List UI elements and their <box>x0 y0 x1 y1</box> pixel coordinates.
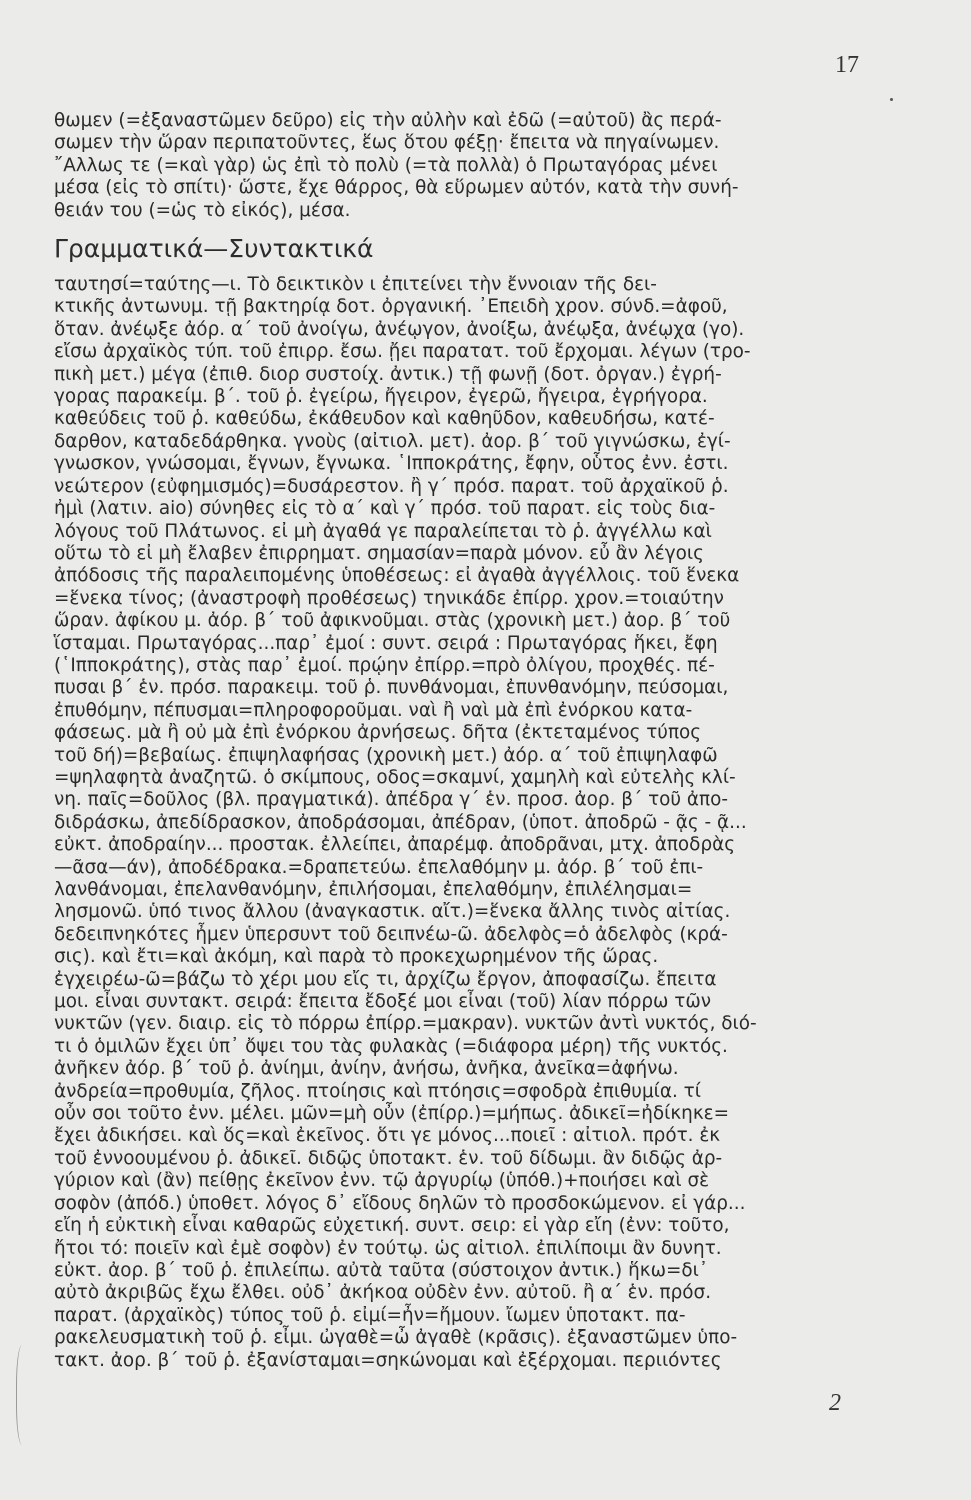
glossary-line: εἴσω ἀρχαϊκὸς τύπ. τοῦ ἐπιρρ. ἔσω. ᾔει παρατατ. τοῦ ἔρχομαι. λέγων (τρο- <box>54 341 751 363</box>
glossary-line: ἀνδρεία=προθυμία, ζῆλος. πτοίησις καὶ πτόησις=σφοδρὰ ἐπιθυμία. τί <box>54 1080 701 1102</box>
glossary-line: διδράσκω, ἀπεδίδρασκον, ἀποδράσομαι, ἀπέδραν, (ὑποτ. ἀποδρῶ - ᾷς - ᾷ... <box>54 811 747 833</box>
glossary-line: ἤτοι τό: ποιεῖν καὶ ἐμὲ σοφὸν) ἐν τούτῳ. ὡς αἰτιολ. ἐπιλίποιμι ἂν δυνητ. <box>54 1237 722 1259</box>
glossary-body <box>54 274 862 1372</box>
glossary-line: ἔχει ἀδικήσει. καὶ ὅς=καὶ ἐκεῖνος. ὅτι γε μόνος...ποιεῖ : αἰτιολ. πρότ. ἐκ <box>54 1125 721 1147</box>
glossary-line: λανθάνομαι, ἐπελανθανόμην, ἐπιλήσομαι, ἐπελαθόμην, ἐπιλέλησμαι= <box>54 879 693 900</box>
glossary-line: γύριον καὶ (ἂν) πείθῃς ἐκεῖνον ἐνν. τῷ ἀργυρίῳ (ὑπόθ.)+ποιήσει καὶ σὲ <box>54 1170 710 1192</box>
glossary-line: νεώτερον (εὐφημισμός)=δυσάρεστον. ἢ γ΄ πρόσ. παρατ. τοῦ ἀρχαϊκοῦ ῥ. <box>54 475 729 497</box>
glossary-line: —ᾶσα—άν), ἀποδέδρακα.=δραπετεύω. ἐπελαθόμην μ. ἀόρ. β΄ τοῦ ἐπι- <box>54 856 704 878</box>
glossary-line: σοφὸν (ἀπόδ.) ὑποθετ. λόγος δ᾽ εἴδους δηλῶν τὸ προσδοκώμενον. εἰ γάρ... <box>54 1192 746 1214</box>
page-text <box>54 110 862 1372</box>
signature-mark: 2 <box>829 1390 841 1416</box>
glossary-line: ταυτησί=ταύτης—ι. Τὸ δεικτικὸν ι ἐπιτείνει τὴν ἔννοιαν τῆς δει- <box>54 274 657 296</box>
glossary-line: τοῦ ἐννοουμένου ῥ. ἀδικεῖ. διδῷς ὑποτακτ. ἑν. τοῦ δίδωμι. ἂν διδῷς ἀρ- <box>54 1147 723 1169</box>
intro-line: θειάν του (=ὡς τὸ εἰκός), μέσα. <box>54 199 351 221</box>
glossary-line: τακτ. ἀορ. β΄ τοῦ ῥ. ἐξανίσταμαι=σηκώνομαι καὶ ἐξέρχομαι. περιιόντες <box>54 1349 722 1371</box>
glossary-line: ὅταν. ἀνέῳξε ἀόρ. α΄ τοῦ ἀνοίγω, ἀνέῳγον, ἀνοίξω, ἀνέῳξα, ἀνέῳχα (γο). <box>54 318 745 340</box>
glossary-line: εὐκτ. ἀποδραίην... προστακ. ἐλλείπει, ἀπαρέμφ. ἀποδρᾶναι, μτχ. ἀποδρὰς <box>54 834 736 856</box>
margin-bracket <box>16 1345 31 1445</box>
glossary-line: τοῦ δή)=βεβαίως. ἐπιψηλαφήσας (χρονικὴ μετ.) ἀόρ. α΄ τοῦ ἐπιψηλαφῶ <box>54 744 718 766</box>
glossary-line: (῾Ιπποκράτης), στὰς παρ᾽ ἐμοί. πρῴην ἐπίρρ.=πρὸ ὀλίγου, προχθές. πέ- <box>54 654 715 676</box>
glossary-line: νυκτῶν (γεν. διαιρ. εἰς τὸ πόρρω ἐπίρρ.=μακραν). νυκτῶν ἀντὶ νυκτός, διό- <box>54 1013 757 1035</box>
glossary-line: σις). καὶ ἔτι=καὶ ἀκόμη, καὶ παρὰ τὸ προκεχωρημένον τῆς ὥρας. <box>54 946 659 968</box>
glossary-line: οὖν σοι τοῦτο ἐνν. μέλει. μῶν=μὴ οὖν (ἐπίρρ.)=μήπως. ἀδικεῖ=ἠδίκηκε= <box>54 1103 730 1125</box>
glossary-line: ἐγχειρέω-ῶ=βάζω τὸ χέρι μου εἴς τι, ἀρχίζω ἔργον, ἀποφασίζω. ἔπειτα <box>54 968 717 990</box>
glossary-line: καθεύδεις τοῦ ῥ. καθεύδω, ἐκάθευδον καὶ καθηῦδον, καθευδήσω, κατέ- <box>54 408 715 430</box>
glossary-line: οὕτω τὸ εἰ μὴ ἔλαβεν ἐπιρρηματ. σημασίαν=παρὰ μόνον. εὖ ἂν λέγοις <box>54 542 704 564</box>
glossary-line: =ψηλαφητὰ ἀναζητῶ. ὁ σκίμπους, οδος=σκαμνί, χαμηλὴ καὶ εὐτελὴς κλί- <box>54 766 736 788</box>
intro-line: σωμεν τὴν ὥραν περιπατοῦντες, ἕως ὅτου φέξῃ· ἔπειτα νὰ πηγαίνωμεν. <box>54 132 720 154</box>
glossary-line: φάσεως. μὰ ἢ οὐ μὰ ἐπὶ ἐνόρκου ἀρνήσεως. δῆτα (ἐκτεταμένος τύπος <box>54 722 702 744</box>
glossary-line: τι ὁ ὁμιλῶν ἔχει ὑπ᾽ ὄψει του τὰς φυλακὰς (=διάφορα μέρη) τῆς νυκτός. <box>54 1035 728 1057</box>
glossary-line: πυσαι β΄ ἑν. πρόσ. παρακειμ. τοῦ ῥ. πυνθάνομαι, ἐπυνθανόμην, πεύσομαι, <box>54 677 729 699</box>
glossary-line: εἴη ἡ εὐκτικὴ εἶναι καθαρῶς εὐχετική. συντ. σειρ: εἰ γὰρ εἴη (ἐνν: τοῦτο, <box>54 1215 730 1237</box>
glossary-line: ἵσταμαι. Πρωταγόρας...παρ᾽ ἐμοί : συντ. σειρά : Πρωταγόρας ἥκει, ἔφη <box>54 632 718 654</box>
glossary-line: δαρθον, καταδεδάρθηκα. γνοὺς (αἰτιολ. μετ). ἀορ. β΄ τοῦ γιγνώσκω, ἐγί- <box>54 430 731 452</box>
glossary-line: γνωσκον, γνώσομαι, ἔγνων, ἔγνωκα. ῾Ιπποκράτης, ἔφην, οὗτος ἐνν. ἐστι. <box>54 453 729 475</box>
glossary-line: γορας παρακείμ. β΄. τοῦ ῥ. ἐγείρω, ἤγειρον, ἐγερῶ, ἤγειρα, ἐγρήγορα. <box>54 386 708 408</box>
intro-line: ῎Αλλως τε (=καὶ γὰρ) ὡς ἐπὶ τὸ πολὺ (=τὰ πολλὰ) ὁ Πρωταγόρας μένει <box>54 154 718 176</box>
intro-line: μέσα (εἰς τὸ σπίτι)· ὥστε, ἔχε θάρρος, θὰ εὕρωμεν αὐτόν, κατὰ τὴν συνή- <box>54 177 739 199</box>
glossary-line: ἀνῆκεν ἀόρ. β΄ τοῦ ῥ. ἀνίημι, ἀνίην, ἀνήσω, ἀνῆκα, ἀνεῖκα=ἀφήνω. <box>54 1058 679 1080</box>
glossary-line: αὐτὸ ἀκριβῶς ἔχω ἔλθει. οὐδ᾽ ἀκήκοα οὐδὲν ἐνν. αὐτοῦ. ἢ α΄ ἑν. πρόσ. <box>54 1282 712 1304</box>
glossary-line: κτικῆς ἀντωνυμ. τῇ βακτηρίᾳ δοτ. ὀργανική. ᾿Επειδὴ χρον. σύνδ.=ἀφοῦ, <box>54 296 728 318</box>
page-number: 17 <box>835 52 859 78</box>
glossary-line: ἐπυθόμην, πέπυσμαι=πληροφοροῦμαι. ναὶ ἢ ναὶ μὰ ἐπὶ ἐνόρκου κατα- <box>54 699 693 721</box>
margin-mark <box>890 98 893 101</box>
glossary-line: λόγους τοῦ Πλάτωνος. εἰ μὴ ἀγαθά γε παραλείπεται τὸ ῥ. ἀγγέλλω καὶ <box>54 520 712 542</box>
glossary-line: λησμονῶ. ὑπό τινος ἄλλου (ἀναγκαστικ. αἴτ.)=ἕνεκα ἄλλης τινὸς αἰτίας. <box>54 901 731 923</box>
glossary-line: ἠμὶ (λατιν. aio) σύνηθες εἰς τὸ α΄ καὶ γ΄ πρόσ. τοῦ παρατ. εἰς τοὺς δια- <box>54 498 716 520</box>
intro-line: θωμεν (=ἐξαναστῶμεν δεῦρο) εἰς τὴν αὐλὴν καὶ ἐδῶ (=αὐτοῦ) ἂς περά- <box>54 110 722 131</box>
glossary-line: πικὴ μετ.) μέγα (ἐπιθ. διορ συστοίχ. ἀντικ.) τῇ φωνῇ (δοτ. ὀργαν.) ἐγρή- <box>54 363 722 385</box>
glossary-line: νη. παῖς=δοῦλος (βλ. πραγματικά). ἀπέδρα γ΄ ἑν. προσ. ἀορ. β΄ τοῦ ἀπο- <box>54 789 728 811</box>
glossary-line: παρατ. (ἀρχαϊκὸς) τύπος τοῦ ῥ. εἰμί=ἦν=ἤμουν. ἴωμεν ὑποτακτ. πα- <box>54 1304 686 1326</box>
section-heading: Γραμματικά—Συντακτικά <box>54 234 374 264</box>
glossary-line: δεδειπνηκότες ἦμεν ὑπερσυντ τοῦ δειπνέω-ῶ. ἀδελφὸς=ὁ ἀδελφὸς (κρά- <box>54 923 728 945</box>
glossary-line: μοι. εἶναι συντακτ. σειρά: ἔπειτα ἔδοξέ μοι εἶναι (τοῦ) λίαν πόρρω τῶν <box>54 991 712 1013</box>
glossary-line: =ἕνεκα τίνος; (ἀναστροφὴ προθέσεως) τηνικάδε ἐπίρρ. χρον.=τοιαύτην <box>54 587 724 609</box>
glossary-line: εὐκτ. ἀορ. β΄ τοῦ ῥ. ἐπιλείπω. αὐτὰ ταῦτα (σύστοιχον ἀντικ.) ἥκω=δι᾽ <box>54 1259 709 1281</box>
glossary-line: ἀπόδοσις τῆς παραλειπομένης ὑποθέσεως: εἰ ἀγαθὰ ἀγγέλλοις. τοῦ ἕνεκα <box>54 565 740 587</box>
glossary-line: ρακελευσματικὴ τοῦ ῥ. εἶμι. ὠγαθὲ=ὦ ἀγαθὲ (κρᾶσις). ἐξαναστῶμεν ὑπο- <box>54 1327 738 1349</box>
glossary-line: ὥραν. ἀφίκου μ. ἀόρ. β΄ τοῦ ἀφικνοῦμαι. στὰς (χρονικὴ μετ.) ἀορ. β΄ τοῦ <box>54 610 731 632</box>
